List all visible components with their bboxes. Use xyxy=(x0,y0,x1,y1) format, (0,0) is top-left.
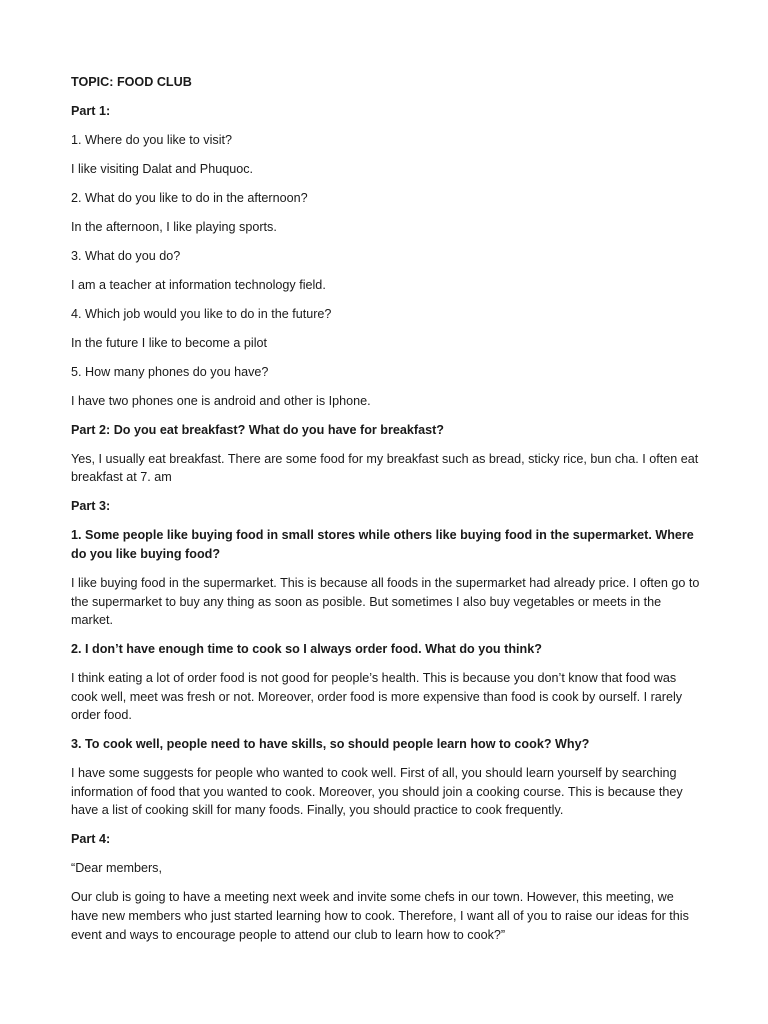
part1-question-4: 4. Which job would you like to do in the future? xyxy=(71,306,332,321)
part1-heading: Part 1: xyxy=(71,103,111,118)
part3-answer-1: I like buying food in the supermarket. This is because all foods in the supermarket had already price. I often go to the supermarket to buy any thing as soon as posible. But sometimes I also buy vegetables or meets in the market. xyxy=(71,575,700,628)
document-topic: TOPIC: FOOD CLUB xyxy=(71,75,192,89)
part1-answer-3: I am a teacher at information technology field. xyxy=(71,277,326,292)
part1-question-3: 3. What do you do? xyxy=(71,248,181,263)
part1-question-5: 5. How many phones do you have? xyxy=(71,364,269,379)
part1-answer-5: I have two phones one is android and other is Iphone. xyxy=(71,393,371,408)
part2-answer: Yes, I usually eat breakfast. There are some food for my breakfast such as bread, sticky rice, bun cha. I often eat breakfast at 7. am xyxy=(71,451,699,485)
part1-answer-4: In the future I like to become a pilot xyxy=(71,335,268,350)
part2-heading: Part 2: Do you eat breakfast? What do you have for breakfast? xyxy=(71,422,444,437)
part1-answer-1: I like visiting Dalat and Phuquoc. xyxy=(71,161,254,176)
part1-question-1: 1. Where do you like to visit? xyxy=(71,132,232,147)
part4-heading: Part 4: xyxy=(71,832,111,847)
part3-answer-2: I think eating a lot of order food is not good for people’s health. This is because you don’t know that food was cook well, meet was fresh or not. Moreover, order food is more expensive than food is cook by ourself. I rarely order food. xyxy=(71,671,683,723)
part3-question-2: 2. I don’t have enough time to cook so I always order food. What do you think? xyxy=(71,642,542,657)
part1-question-2: 2. What do you like to do in the afternoon? xyxy=(71,190,308,205)
part3-heading: Part 3: xyxy=(71,499,111,514)
part3-question-1: 1. Some people like buying food in small stores while others like buying food in the supermarket. Where do you like buying food? xyxy=(71,528,694,561)
part3-answer-3: I have some suggests for people who wanted to cook well. First of all, you should learn yourself by searching information of food that you wanted to cook. Moreover, you should join a cooking course. This is because they have a list of cooking skill for many foods. Finally, you should practice to cook frequently. xyxy=(71,766,683,818)
part4-greeting: “Dear members, xyxy=(71,861,162,876)
part3-question-3: 3. To cook well, people need to have skills, so should people learn how to cook? Why? xyxy=(71,737,590,752)
part4-body: Our club is going to have a meeting next week and invite some chefs in our town. However, this meeting, we have new members who just started learning how to cook. Therefore, I want all of you to raise our ideas for this event and ways to encourage people to attend our club to learn how to cook?” xyxy=(71,890,689,942)
part1-answer-2: In the afternoon, I like playing sports. xyxy=(71,219,277,234)
